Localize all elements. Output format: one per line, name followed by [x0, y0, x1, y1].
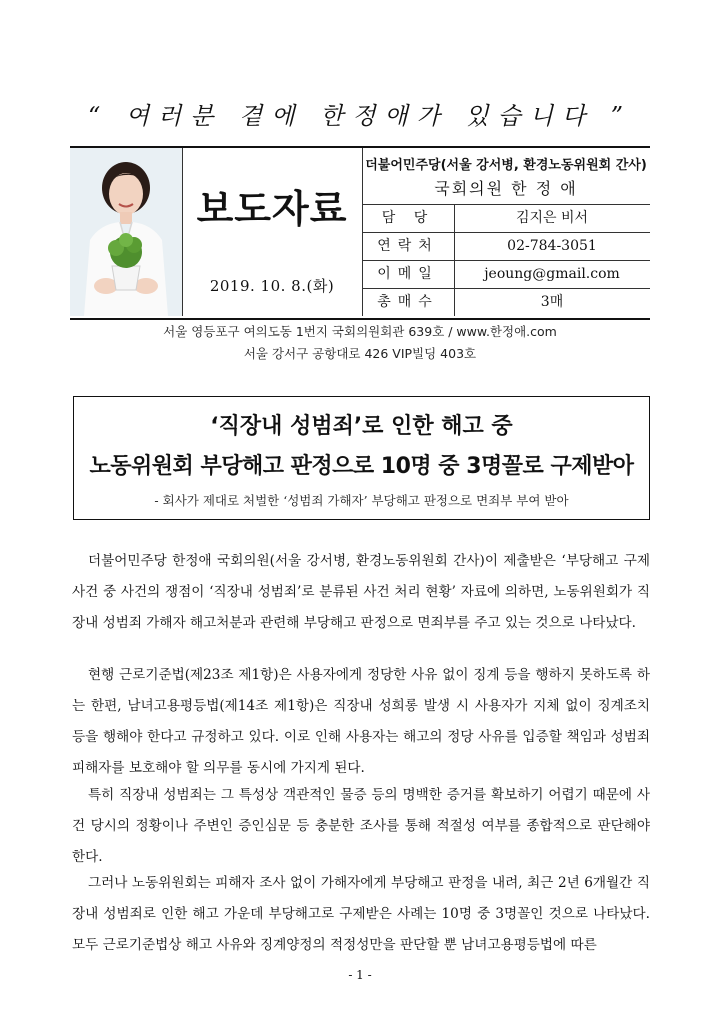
headline-line-2: 노동위원회 부당해고 판정으로 10명 중 3명꼴로 구제받아 [89, 454, 634, 479]
info-label: 총매수 [362, 289, 455, 316]
info-value: 3매 [540, 294, 564, 310]
member-name: 국회의원 한 정 애 [434, 179, 578, 198]
slogan: “ 여러분 곁에 한정애가 있습니다 ” [87, 102, 633, 130]
member-photo [70, 148, 183, 316]
body-paragraph: 그러나 노동위원회는 피해자 조사 없이 가해자에게 부당해고 판정을 내려, 최근 2년 6개월간 직장내 성범죄로 인한 해고 가운데 부당해고로 구제받은 사례는 10명 중 3명꼴인 것으로 나타났다. 모두 근로기준법상 해고 사유와 징계양정의 적정성만을 판단할 뿐 남녀고용평등법에 따른 [72, 875, 650, 953]
info-row-pages [362, 288, 650, 316]
district-address: 서울 강서구 공항대로 426 VIP빌딩 403호 [243, 346, 477, 361]
office-address: 서울 영등포구 여의도동 1번지 국회의원회관 639호 / www.한정애.com [163, 324, 557, 339]
headline-subtitle: - 회사가 제대로 처벌한 ‘성범죄 가해자’ 부당해고 판정으로 면죄부 부여 받아 [154, 493, 569, 508]
info-row-phone [362, 232, 650, 260]
info-label: 담 당 [362, 205, 455, 232]
info-label: 연락처 [362, 233, 455, 260]
info-row-manager [362, 204, 650, 232]
page-number: - 1 - [348, 968, 372, 982]
press-header-table [70, 146, 650, 320]
party-line: 더불어민주당(서울 강서병, 환경노동위원회 간사) [365, 158, 647, 173]
headline-line-1: ‘직장내 성범죄’로 인한 해고 중 [210, 414, 513, 439]
doc-type-title: 보도자료 [196, 187, 348, 231]
contact-cell [362, 148, 650, 316]
release-date: 2019. 10. 8.(화) [209, 277, 335, 295]
info-row-email [362, 260, 650, 288]
body-paragraph: 특히 직장내 성범죄는 그 특성상 객관적인 물증 등의 명백한 증거를 확보하기 어렵기 때문에 사건 당시의 정황이나 주변인 증인심문 등 충분한 조사를 통해 적절성 여부를 종합적으로 판단해야 한다. [72, 787, 650, 865]
info-label: 이메일 [362, 261, 455, 288]
info-value: 02-784-3051 [507, 238, 597, 254]
body-paragraph: 더불어민주당 한정애 국회의원(서울 강서병, 환경노동위원회 간사)이 제출받은 ‘부당해고 구제사건 중 사건의 쟁점이 ‘직장내 성범죄’로 분류된 사건 처리 현황’ 자료에 의하면, 노동위원회가 직장내 성범죄 가해자 해고처분과 관련해 부당해고 판정으로 면죄부를 주고 있는 것으로 나타났다. [72, 553, 650, 631]
info-value: jeoung@gmail.com [484, 266, 620, 282]
body-paragraph: 현행 근로기준법(제23조 제1항)은 사용자에게 정당한 사유 없이 징계 등을 행하지 못하도록 하는 한편, 남녀고용평등법(제14조 제1항)은 직장내 성희롱 발생 시 사용자가 지체 없이 징계조치 등을 행해야 한다고 규정하고 있다. 이로 인해 사용자는 해고의 정당 사유를 입증할 책임과 성범죄 피해자를 보호해야 할 의무를 동시에 가지게 된다. [72, 667, 650, 776]
doc-type-cell [182, 148, 363, 316]
info-value: 김지은 비서 [515, 210, 589, 226]
headline-box [73, 396, 650, 520]
